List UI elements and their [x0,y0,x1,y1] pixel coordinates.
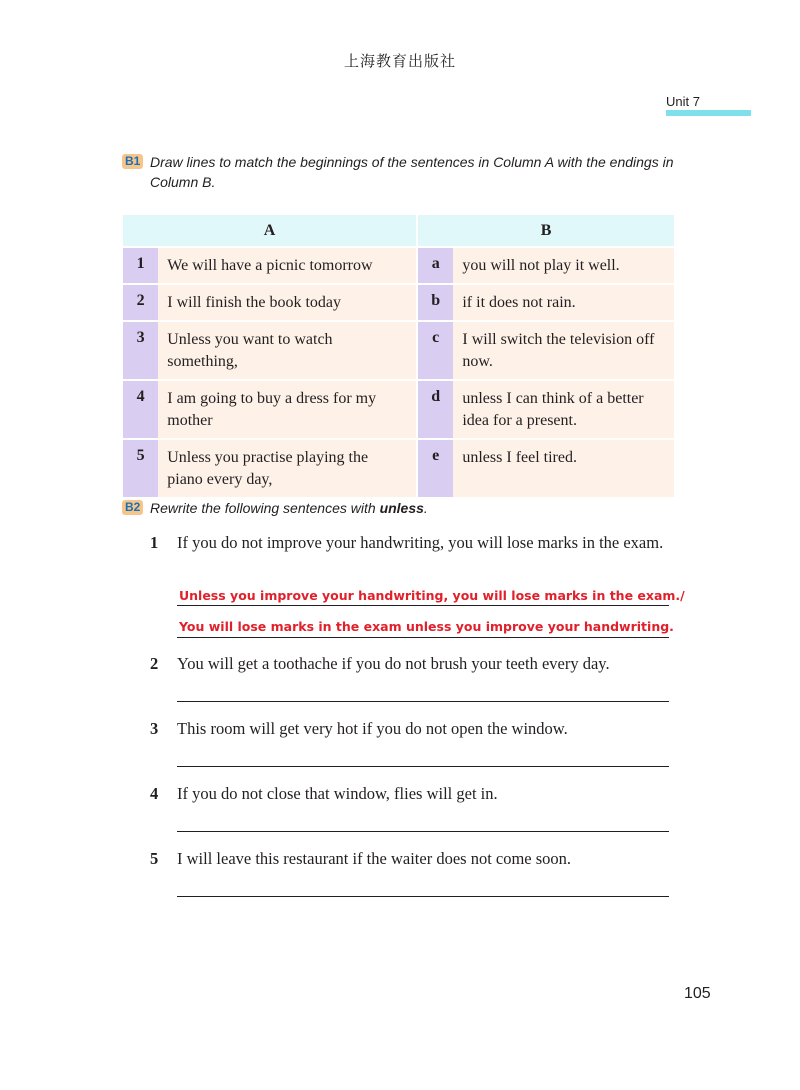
answer-rule[interactable] [177,701,669,702]
question-number: 4 [150,784,159,803]
column-a-text: Unless you want to watch something, [158,320,416,379]
answer-rule[interactable] [177,605,669,606]
row-number: 5 [123,438,158,497]
unit-bar [666,110,751,116]
table-row [123,438,674,497]
column-a-text: I am going to buy a dress for my mother [158,379,416,438]
section-b1-badge: B1 [122,154,143,169]
b2-instruction: Rewrite the following sentences with unless. [150,500,428,516]
row-letter: b [418,283,453,320]
answer-line-2: You will lose marks in the exam unless you improve your handwriting. [179,619,674,634]
column-b-text: unless I feel tired. [453,438,674,497]
section-b2-badge: B2 [122,500,143,515]
unit-label: Unit 7 [666,94,700,109]
b1-instruction: Draw lines to match the beginnings of the sentences in Column A with the endings in Column B. [150,154,674,190]
column-b-text: if it does not rain. [453,283,674,320]
column-b-header: B [418,215,674,246]
question-number: 2 [150,654,159,673]
row-number: 2 [123,283,158,320]
table-row [123,320,674,379]
column-b-text: you will not play it well. [453,246,674,283]
table-row [123,246,674,283]
question-text: I will leave this restaurant if the waiter does not come soon. [177,849,572,868]
question-text: If you do not close that window, flies will get in. [177,784,498,803]
row-number: 3 [123,320,158,379]
column-a-header: A [123,215,416,246]
answer-rule[interactable] [177,896,669,897]
question-text: You will get a toothache if you do not brush your teeth every day. [177,654,610,673]
row-letter: d [418,379,453,438]
question-text: This room will get very hot if you do not open the window. [177,719,568,738]
publisher-name: 上海教育出版社 [343,52,456,70]
instruction-keyword: unless [379,500,424,516]
page-number: 105 [684,985,711,1002]
row-number: 4 [123,379,158,438]
table-row [123,379,674,438]
answer-rule[interactable] [177,766,669,767]
column-a-text: I will finish the book today [158,283,416,320]
row-number: 1 [123,246,158,283]
question-number: 3 [150,719,159,738]
column-a-text: We will have a picnic tomorrow [158,246,416,283]
answer-rule[interactable] [177,831,669,832]
column-b-text: I will switch the television off now. [453,320,674,379]
matching-table [123,215,674,497]
row-letter: a [418,246,453,283]
table-row [123,283,674,320]
column-b-text: unless I can think of a better idea for a present. [453,379,674,438]
question-number: 5 [150,849,159,868]
column-a-text: Unless you practise playing the piano every day, [158,438,416,497]
answer-rule[interactable] [177,637,669,638]
answer-line-1: Unless you improve your handwriting, you will lose marks in the exam./ [179,588,685,603]
question-number: 1 [150,533,159,552]
row-letter: c [418,320,453,379]
row-letter: e [418,438,453,497]
question-text: If you do not improve your handwriting, you will lose marks in the exam. [177,533,664,552]
